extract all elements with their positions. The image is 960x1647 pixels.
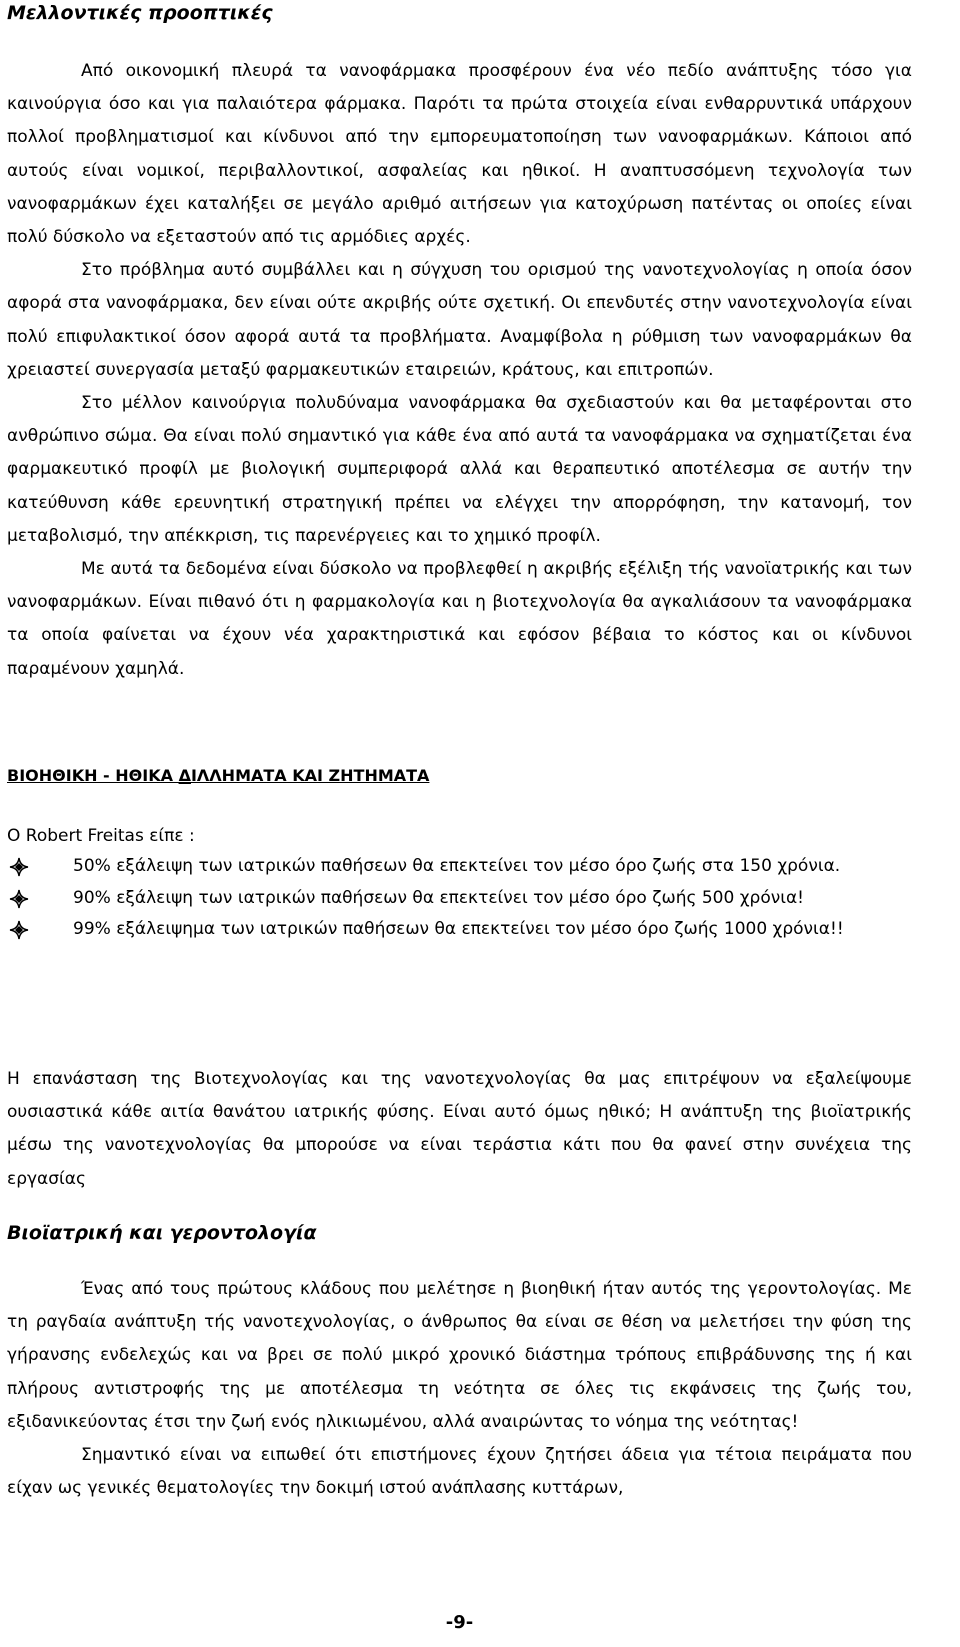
paragraph: Σημαντικό είναι να ειπωθεί ότι επιστήμονες έχουν ζητήσει άδεια για τέτοια πειράματα που είχαν ως γενικές θεματολογίες την δοκιμή ιστού ανάπλασης κυττάρων, [7, 1445, 912, 1499]
list-item-text: 90% εξάλειψη των ιατρικών παθήσεων θα επεκτείνει τον μέσο όρο ζωής 500 χρόνια! [73, 887, 804, 908]
paragraph: Ένας από τους πρώτους κλάδους που μελέτησε η βιοηθική ήταν αυτός της γεροντολογίας. Με τη ραγδαία ανάπτυξη τής νανοτεχνολογίας, ο άνθρωπος θα είναι σε θέση να μελετήσει την φύση της γήρανσης ενδελεχώς και να βρει σε πολύ μικρό χρονικό διάστημα τρόπους επιβράδυνσης της ή και πλήρους αντιστροφής της με αποτέλεσμα τη νεότητα σε όλες τις εκφάνσεις της ζωής του, εξιδανικεύοντας έτσι την ζωή ενός ηλικιωμένου, αλλά αναιρώντας το νόημα της νεότητας! [7, 1279, 912, 1432]
paragraph: Με αυτά τα δεδομένα είναι δύσκολο να προβλεφθεί η ακριβής εξέλιξη τής νανοϊατρικής και των νανοφαρμάκων. Είναι πιθανό ότι η φαρμακολογία και η βιοτεχνολογία θα αγκαλιάσουν τα νανοφάρμακα τα οποία φαίνεται να έχουν νέα χαρακτηριστικά και εφόσον βέβαια το κόστος και οι κίνδυνοι παραμένουν χαμηλά. [7, 559, 912, 679]
list-item-text: 99% εξάλειψημα των ιατρικών παθήσεων θα επεκτείνει τον μέσο όρο ζωής 1000 χρόνια!! [73, 919, 844, 940]
list-item [7, 883, 912, 915]
diamond-bullet-icon [9, 889, 29, 909]
heading-part: ΙΛΛΗΜΑΤΑ ΚΑΙ ΖΗΤΗΜΑΤΑ [190, 766, 430, 785]
list-item-text: 50% εξάλειψη των ιατρικών παθήσεων θα επεκτείνει τον μέσο όρο ζωής στα 150 χρόνια. [73, 856, 841, 876]
bullet-list [7, 851, 912, 946]
diamond-bullet-icon [9, 857, 29, 877]
quote-intro: Ο Robert Freitas είπε : [7, 826, 195, 846]
section-body-bioethics [7, 1063, 912, 1196]
section-body-gerontology [7, 1273, 912, 1505]
page-number: -9- [445, 1612, 474, 1633]
paragraph: Στο μέλλον καινούργια πολυδύναμα νανοφάρμακα θα σχεδιαστούν και θα μεταφέρονται στο ανθρώπινο σώμα. Θα είναι πολύ σημαντικό για κάθε ένα από αυτά τα νανοφάρμακα να σχηματίζεται ένα φαρμακευτικό προφίλ με βιολογική συμπεριφορά αλλά και θεραπευτικό αποτέλεσμα σε αυτήν την κατεύθυνση κάθε ερευνητική στρατηγική πρέπει να ελέγχει την απορρόφηση, την κατανομή, τον μεταβολισμό, την απέκκριση, τις παρενέργειες και το χημικό προφίλ. [7, 393, 912, 546]
paragraph: Στο πρόβλημα αυτό συμβάλλει και η σύγχυση του ορισμού της νανοτεχνολογίας η οποία όσον αφορά στα νανοφάρμακα, δεν είναι ούτε ακριβής ούτε σχετική. Οι επενδυτές στην νανοτεχνολογία είναι πολύ επιφυλακτικοί όσον αφορά αυτά τα προβλήματα. Αναμφίβολα η ρύθμιση των νανοφαρμάκων θα χρειαστεί συνεργασία μεταξύ φαρμακευτικών εταιρειών, κράτους, και επιτροπών. [7, 260, 912, 380]
section-title-future-prospects: Μελλοντικές προοπτικές [7, 2, 273, 24]
section-body-future-prospects [7, 55, 912, 686]
paragraph: Η επανάσταση της Βιοτεχνολογίας και της νανοτεχνολογίας θα μας επιτρέψουν να εξαλείψουμε ουσιαστικά κάθε αιτία θανάτου ιατρικής φύσης. Είναι αυτό όμως ηθικό; Η ανάπτυξη της βιοϊατρικής μέσω της νανοτεχνολογίας θα μπορούσε να είναι τεράστια κάτι που θα φανεί στην συνέχεια της εργασίας [7, 1069, 912, 1189]
list-item [7, 914, 912, 946]
section-heading-bioethics [7, 766, 429, 785]
list-item [7, 851, 912, 883]
section-title-gerontology: Βιοϊατρική και γεροντολογία [7, 1222, 317, 1244]
heading-part: ΒΙΟΗΘΙΚΗ - ΗΘΙΚΑ [7, 766, 179, 785]
heading-part: Δ [178, 766, 191, 785]
diamond-bullet-icon [9, 920, 29, 940]
paragraph: Από οικονομική πλευρά τα νανοφάρμακα προσφέρουν ένα νέο πεδίο ανάπτυξης τόσο για καινούργια όσο και για παλαιότερα φάρμακα. Παρότι τα πρώτα στοιχεία είναι ενθαρρυντικά υπάρχουν πολλοί προβληματισμοί και κίνδυνοι από την εμπορευματοποίηση των νανοφαρμάκων. Κάποιοι από αυτούς είναι νομικοί, περιβαλλοντικοί, ασφαλείας και ηθικοί. Η αναπτυσσόμενη τεχνολογία των νανοφαρμάκων έχει καταλήξει σε μεγάλο αριθμό αιτήσεων για κατοχύρωση πατέντας οι οποίες είναι πολύ δύσκολο να εξεταστούν από τις αρμόδιες αρχές. [7, 61, 912, 248]
